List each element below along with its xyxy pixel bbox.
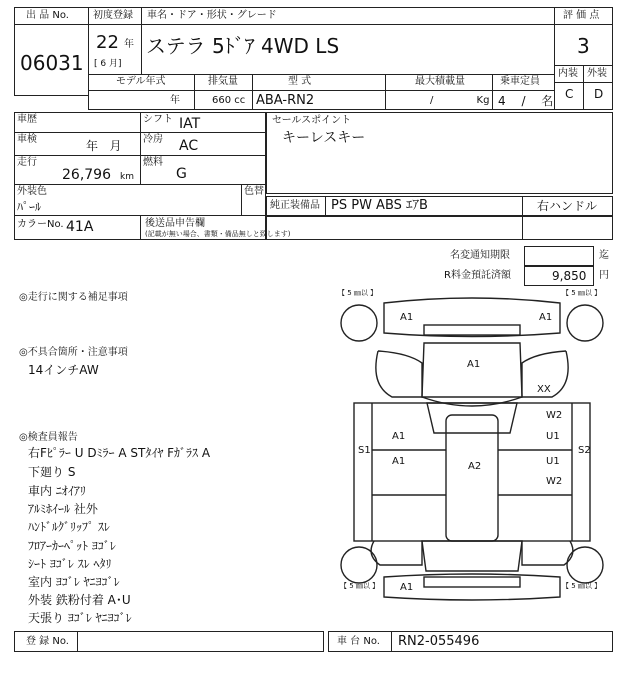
damage-right-front-fender: XX: [537, 384, 551, 395]
defect-item: 14インチAW: [28, 363, 99, 377]
first-reg-month: [ 6 月]: [94, 59, 122, 69]
shift-value: IAT: [179, 116, 201, 132]
damage-right-rear-door: U1: [546, 456, 560, 467]
tire-tread-front-left: 【 5 ㎜以 】: [338, 289, 378, 297]
sales-point-label: セールスポイント: [272, 115, 352, 126]
exterior-label: 外装: [587, 68, 607, 79]
model-type-value: ABA-RN2: [256, 93, 315, 108]
color-no-value: 41A: [66, 219, 94, 235]
lot-label: 出 品 No.: [26, 10, 69, 21]
damage-rear-bumper: A1: [400, 582, 414, 593]
lot-number: 06031: [20, 51, 84, 75]
inspector-item: 下廻り S: [28, 465, 76, 479]
damage-left-rear-door: A1: [392, 456, 406, 467]
inspector-item: 車内 ﾆｵｲｱﾘ: [28, 484, 86, 498]
color-label: 外装色: [17, 186, 47, 197]
car-name-label: 車名・ドア・形状・グレード: [147, 10, 277, 21]
first-reg-year: 22: [96, 32, 119, 53]
year-unit: 年: [124, 39, 134, 50]
equipment-value: PS PW ABS ｴｱB: [331, 198, 428, 213]
damage-right-front-door: W2: [546, 410, 563, 421]
reg-no-label: 登 録 No.: [26, 636, 69, 647]
recycle-unit: 円: [599, 270, 609, 281]
chassis-no-value: RN2-055496: [398, 634, 480, 649]
damage-right-rear-door-2: W2: [546, 476, 563, 487]
equipment-label: 純正装備品: [270, 200, 320, 211]
post-docs-label: 後送品申告欄: [145, 218, 205, 229]
tire-tread-front-right: 【 5 ㎜以 】: [562, 289, 602, 297]
model-year-label: モデル年式: [116, 76, 166, 87]
damage-right-front-door-2: U1: [546, 431, 560, 442]
chassis-no-label: 車 台 No.: [337, 636, 380, 647]
interior-grade: C: [565, 87, 574, 101]
sales-point-value: キーレスキー: [282, 130, 366, 146]
damage-roof: A2: [468, 461, 482, 472]
shift-label: シフト: [143, 114, 173, 125]
tire-tread-rear-right: 【 5 ㎜以 】: [562, 582, 602, 590]
inspector-item: 天張り ﾖｺﾞﾚ ﾔﾆﾖｺﾞﾚ: [28, 611, 132, 625]
driving-notes-title: ◎走行に関する補足事項: [19, 292, 128, 303]
inspector-item: 室内 ﾖｺﾞﾚ ﾔﾆﾖｺﾞﾚ: [28, 575, 120, 589]
tire-front-left: [341, 305, 377, 341]
tire-front-right: [567, 305, 603, 341]
exterior-grade: D: [594, 87, 604, 101]
inspection-label: 車検: [17, 134, 37, 145]
color-no-label: カラーNo.: [17, 219, 64, 230]
model-year-unit: 年: [170, 95, 180, 106]
inspector-item: 外装 鉄粉付着 A･U: [28, 593, 131, 607]
damage-front-bumper-right: A1: [539, 312, 553, 323]
score-value: 3: [577, 34, 590, 58]
first-reg-label: 初度登録: [93, 10, 133, 21]
equipment-extra-box: [266, 216, 613, 240]
damage-right-sill: S2: [578, 445, 591, 456]
model-type-label: 型 式: [288, 76, 312, 87]
damage-hood: A1: [467, 359, 481, 370]
max-load-label: 最大積載量: [415, 76, 465, 87]
capacity-label: 乗車定員: [500, 76, 540, 87]
tire-tread-rear-left: 【 5 ㎜以 】: [340, 582, 380, 590]
displacement-value: 660 cc: [212, 95, 246, 106]
recycle-label: R料金預託済額: [444, 270, 511, 281]
history-label: 車歴: [17, 114, 37, 125]
inspector-item: ｱﾙﾐﾎｲｰﾙ 社外: [28, 502, 98, 516]
damage-left-front-door: A1: [392, 431, 406, 442]
interior-label: 内装: [558, 68, 578, 79]
recycle-value: 9,850: [552, 269, 587, 283]
post-docs-note: (記載が無い場合、書類・備品無しと致します): [145, 230, 291, 238]
ac-value: AC: [179, 138, 199, 154]
car-outline: [354, 298, 590, 600]
inspector-notes-title: ◎検査員報告: [19, 432, 78, 443]
notice-unit: 迄: [599, 250, 609, 261]
inspector-item: ｼｰﾄ ﾖｺﾞﾚ ｽﾚ ﾍﾀﾘ: [28, 557, 112, 571]
mileage-value: 26,796: [62, 167, 111, 183]
inspector-item: ﾊﾝﾄﾞﾙｸﾞﾘｯﾌﾟ ｽﾚ: [28, 520, 110, 534]
displacement-label: 排気量: [208, 76, 238, 87]
tire-rear-left: [341, 547, 377, 583]
notice-value-box: [524, 246, 594, 266]
color-change-label: 色替: [244, 186, 264, 197]
fuel-label: 燃料: [143, 157, 163, 168]
capacity-value: 4 / 名: [498, 94, 554, 108]
inspector-item: 右Fﾋﾟﾗｰ U Dﾐﾗｰ A STﾀｲﾔ Fｶﾞﾗｽ A: [28, 446, 211, 460]
mileage-unit: km: [120, 172, 134, 182]
steering-value: 右ハンドル: [537, 199, 598, 213]
inspector-item: ﾌﾛｱｰｶｰﾍﾟｯﾄ ﾖｺﾞﾚ: [28, 539, 116, 553]
car-name: ステラ 5ﾄﾞｱ 4WD LS: [146, 34, 340, 58]
max-load-value: / Kg: [430, 95, 490, 106]
car-damage-diagram: [332, 285, 612, 625]
notice-label: 名変通知期限: [450, 250, 510, 261]
tire-rear-right: [567, 547, 603, 583]
damage-front-bumper-left: A1: [400, 312, 414, 323]
ac-label: 冷房: [143, 134, 163, 145]
score-label: 評 価 点: [563, 10, 600, 21]
fuel-value: G: [176, 166, 187, 182]
inspection-value: 年 月: [86, 139, 122, 153]
mileage-label: 走行: [17, 157, 37, 168]
color-value: ﾊﾟｰﾙ: [17, 200, 42, 214]
defect-notes-title: ◎不具合箇所・注意事項: [19, 347, 128, 358]
damage-left-sill: S1: [358, 445, 371, 456]
